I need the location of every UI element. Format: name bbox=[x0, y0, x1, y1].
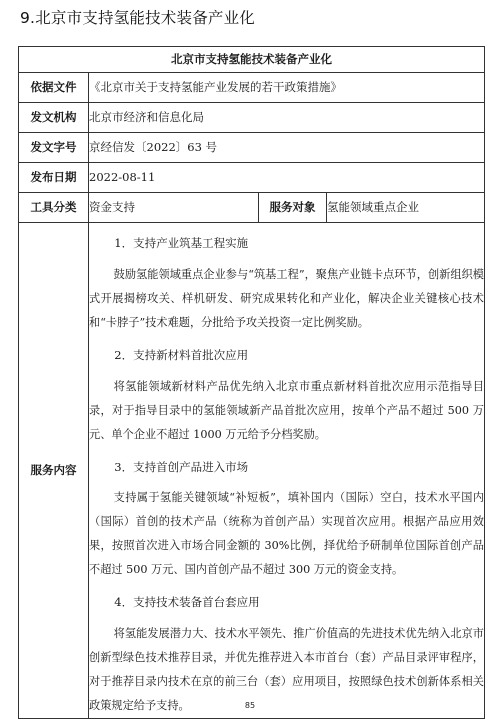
service-item-title: 3．支持首创产品进入市场 bbox=[114, 459, 249, 474]
tool-category-value: 资金支持 bbox=[89, 193, 259, 223]
service-item-body: 将氢能发展潜力大、技术水平领先、推广价值高的先进技术优先纳入北京市创新型绿色技术推荐目录，并优先推荐进入本市首台（套）产品目录评审程序，对于推荐目录内技术在京的前三台（套）应用项目，按照绿色技术创新体系相关政策规定给予支持。 bbox=[89, 627, 484, 713]
table-row bbox=[19, 193, 485, 223]
publish-date-label: 发布日期 bbox=[19, 163, 89, 193]
service-target-value: 氢能领域重点企业 bbox=[327, 193, 485, 223]
service-item-title: 2．支持新材料首批次应用 bbox=[114, 347, 249, 362]
basis-document-label: 依据文件 bbox=[19, 73, 89, 103]
table-title-row bbox=[19, 47, 485, 73]
service-item-title: 4．支持技术装备首台套应用 bbox=[114, 595, 260, 610]
document-number-value: 京经信发〔2022〕63 号 bbox=[89, 133, 485, 163]
service-item bbox=[89, 461, 484, 583]
table-row bbox=[19, 73, 485, 103]
table-title: 北京市支持氢能技术装备产业化 bbox=[19, 47, 485, 73]
issuing-agency-value: 北京市经济和信息化局 bbox=[89, 103, 485, 133]
service-item bbox=[89, 596, 484, 718]
table-row bbox=[19, 163, 485, 193]
service-item-body: 鼓励氢能领域重点企业参与“筑基工程”，聚焦产业链卡点环节，创新组织模式开展揭榜攻关、样机研发、研究成果转化和产业化，解决企业关键核心技术和“卡脖子”技术难题，分批给予攻关投资一定比例奖励。 bbox=[89, 267, 484, 329]
document-number-label: 发文字号 bbox=[19, 133, 89, 163]
table-row bbox=[19, 133, 485, 163]
service-content-label: 服务内容 bbox=[19, 223, 89, 719]
issuing-agency-label: 发文机构 bbox=[19, 103, 89, 133]
service-target-label: 服务对象 bbox=[259, 193, 327, 223]
service-item-body: 将氢能领域新材料产品优先纳入北京市重点新材料首批次应用示范指导目录，对于指导目录中的氢能领域新产品首批次应用，按单个产品不超过 500 万元、单个企业不超过 1000 万元给予分档奖励。 bbox=[89, 379, 484, 441]
service-item bbox=[89, 237, 484, 335]
service-item-body: 支持属于氢能关键领域“补短板”，填补国内（国际）空白，技术水平国内（国际）首创的技术产品（统称为首创产品）实现首次应用。根据产品应用效果，按照首次进入市场合同金额的 30%比例，择优给予研制单位国际首创产品不超过 500 万元、国内首创产品不超过 300 万元的资金支持。 bbox=[89, 491, 484, 577]
service-item-title: 1．支持产业筑基工程实施 bbox=[114, 236, 249, 250]
tool-category-label: 工具分类 bbox=[19, 193, 89, 223]
service-item bbox=[89, 349, 484, 447]
publish-date-value: 2022-08-11 bbox=[89, 163, 485, 193]
service-content bbox=[89, 223, 485, 719]
page-number: 85 bbox=[244, 701, 256, 710]
basis-document-value: 《北京市关于支持氢能产业发展的若干政策措施》 bbox=[89, 73, 485, 103]
table-row bbox=[19, 103, 485, 133]
section-heading: 9.北京市支持氢能技术装备产业化 bbox=[20, 9, 255, 27]
service-content-row bbox=[19, 223, 485, 719]
policy-table bbox=[18, 46, 485, 719]
